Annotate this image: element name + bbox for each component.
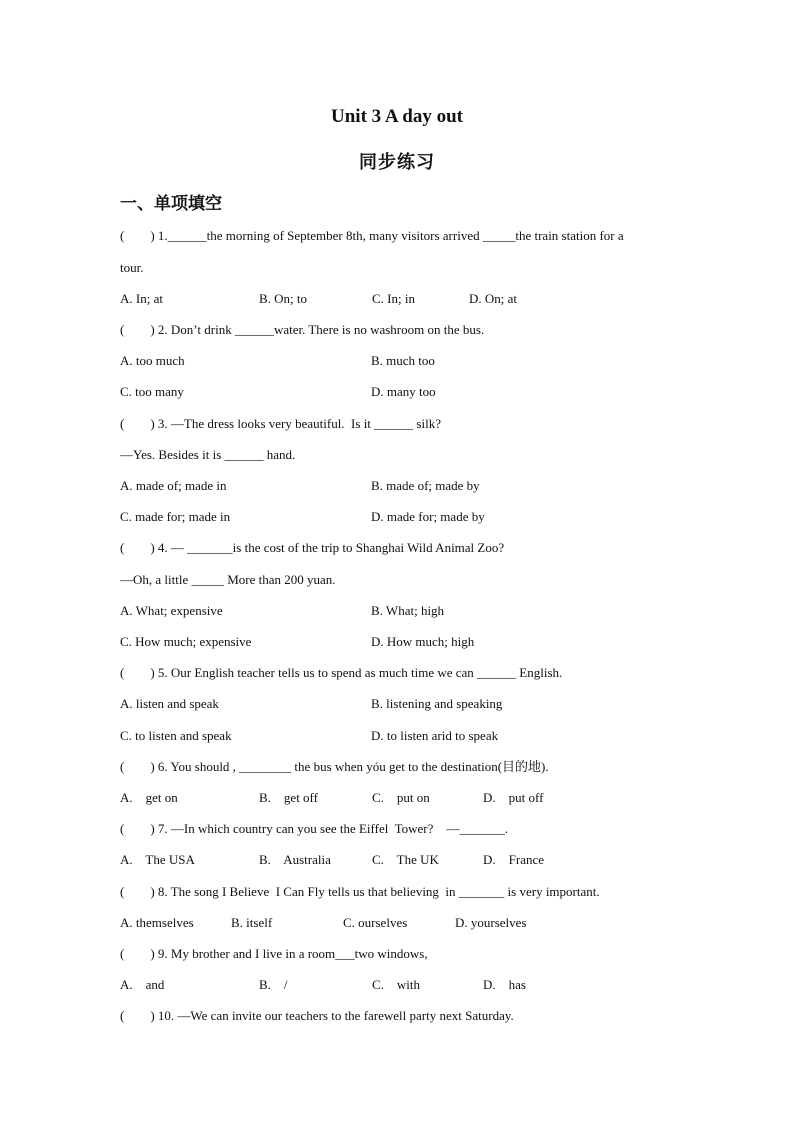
question-3-option-a: A. made of; made in bbox=[120, 478, 227, 493]
question-2-option-c: C. too many bbox=[120, 384, 184, 399]
question-6-option-c: C. put on bbox=[372, 790, 430, 805]
question-7-option-a: A. The USA bbox=[120, 852, 195, 867]
question-4-option-b: B. What; high bbox=[371, 603, 445, 618]
question-8-option-b: B. itself bbox=[231, 915, 273, 930]
question-3-option-b: B. made of; made by bbox=[371, 478, 480, 493]
question-6-stem: ( ) 6. You should , ________ the bus when yóu get to the destination(目的地). bbox=[120, 759, 549, 774]
question-1-option-d: D. On; at bbox=[469, 291, 518, 306]
question-8-stem: ( ) 8. The song I Believe I Can Fly tells us that believing in _______ is very important. bbox=[120, 884, 600, 899]
page-title: Unit 3 A day out bbox=[331, 106, 463, 127]
question-7-option-c: C. The UK bbox=[372, 852, 439, 867]
question-2-option-a: A. too much bbox=[120, 353, 185, 368]
question-6-option-d: D. put off bbox=[483, 790, 544, 805]
question-2-option-b: B. much too bbox=[371, 353, 435, 368]
question-3-stem: ( ) 3. —The dress looks very beautiful. Is it ______ silk? bbox=[120, 416, 441, 431]
question-4-option-a: A. What; expensive bbox=[120, 603, 223, 618]
question-5-option-a: A. listen and speak bbox=[120, 696, 219, 711]
question-1-option-b: B. On; to bbox=[259, 291, 308, 306]
question-6-option-a: A. get on bbox=[120, 790, 178, 805]
question-5-option-c: C. to listen and speak bbox=[120, 728, 232, 743]
question-3-stem-continued: —Yes. Besides it is ______ hand. bbox=[120, 447, 296, 462]
question-7-stem: ( ) 7. —In which country can you see the Eiffel Tower? —_______. bbox=[120, 821, 509, 836]
question-7-option-d: D. France bbox=[483, 852, 545, 867]
question-7-option-b: B. Australia bbox=[259, 852, 331, 867]
question-2-stem: ( ) 2. Don’t drink ______water. There is no washroom on the bus. bbox=[120, 322, 485, 337]
page-subtitle: 同步练习 bbox=[359, 152, 435, 173]
question-9-option-a: A. and bbox=[120, 977, 165, 992]
question-8-option-d: D. yourselves bbox=[455, 915, 527, 930]
question-1-option-c: C. In; in bbox=[372, 291, 415, 306]
question-4-option-d: D. How much; high bbox=[371, 634, 475, 649]
question-9-stem: ( ) 9. My brother and I live in a room___two windows, bbox=[120, 946, 428, 961]
question-1-stem-continued: tour. bbox=[120, 260, 144, 275]
question-10-stem: ( ) 10. —We can invite our teachers to the farewell party next Saturday. bbox=[120, 1008, 514, 1023]
question-6-option-b: B. get off bbox=[259, 790, 318, 805]
question-3-option-c: C. made for; made in bbox=[120, 509, 231, 524]
question-1-stem bbox=[120, 228, 675, 244]
question-4-stem: ( ) 4. — _______is the cost of the trip to Shanghai Wild Animal Zoo? bbox=[120, 540, 505, 555]
question-1-stem-text: ( ) 1.______the morning of September 8th, many visitors arrived _____the train station for a bbox=[120, 228, 624, 243]
section-heading: 一、单项填空 bbox=[120, 194, 222, 214]
question-3-option-d: D. made for; made by bbox=[371, 509, 485, 524]
question-4-stem-continued: —Oh, a little _____ More than 200 yuan. bbox=[120, 572, 336, 587]
question-8-option-c: C. ourselves bbox=[343, 915, 408, 930]
question-2-option-d: D. many too bbox=[371, 384, 436, 399]
question-9-option-b: B. / bbox=[259, 977, 288, 992]
question-9-option-c: C. with bbox=[372, 977, 421, 992]
question-5-option-d: D. to listen arid to speak bbox=[371, 728, 499, 743]
question-9-option-d: D. has bbox=[483, 977, 526, 992]
question-5-stem: ( ) 5. Our English teacher tells us to spend as much time we can ______ English. bbox=[120, 665, 563, 680]
question-1-option-a: A. In; at bbox=[120, 291, 163, 306]
question-8-option-a: A. themselves bbox=[120, 915, 194, 930]
question-4-option-c: C. How much; expensive bbox=[120, 634, 252, 649]
question-5-option-b: B. listening and speaking bbox=[371, 696, 503, 711]
